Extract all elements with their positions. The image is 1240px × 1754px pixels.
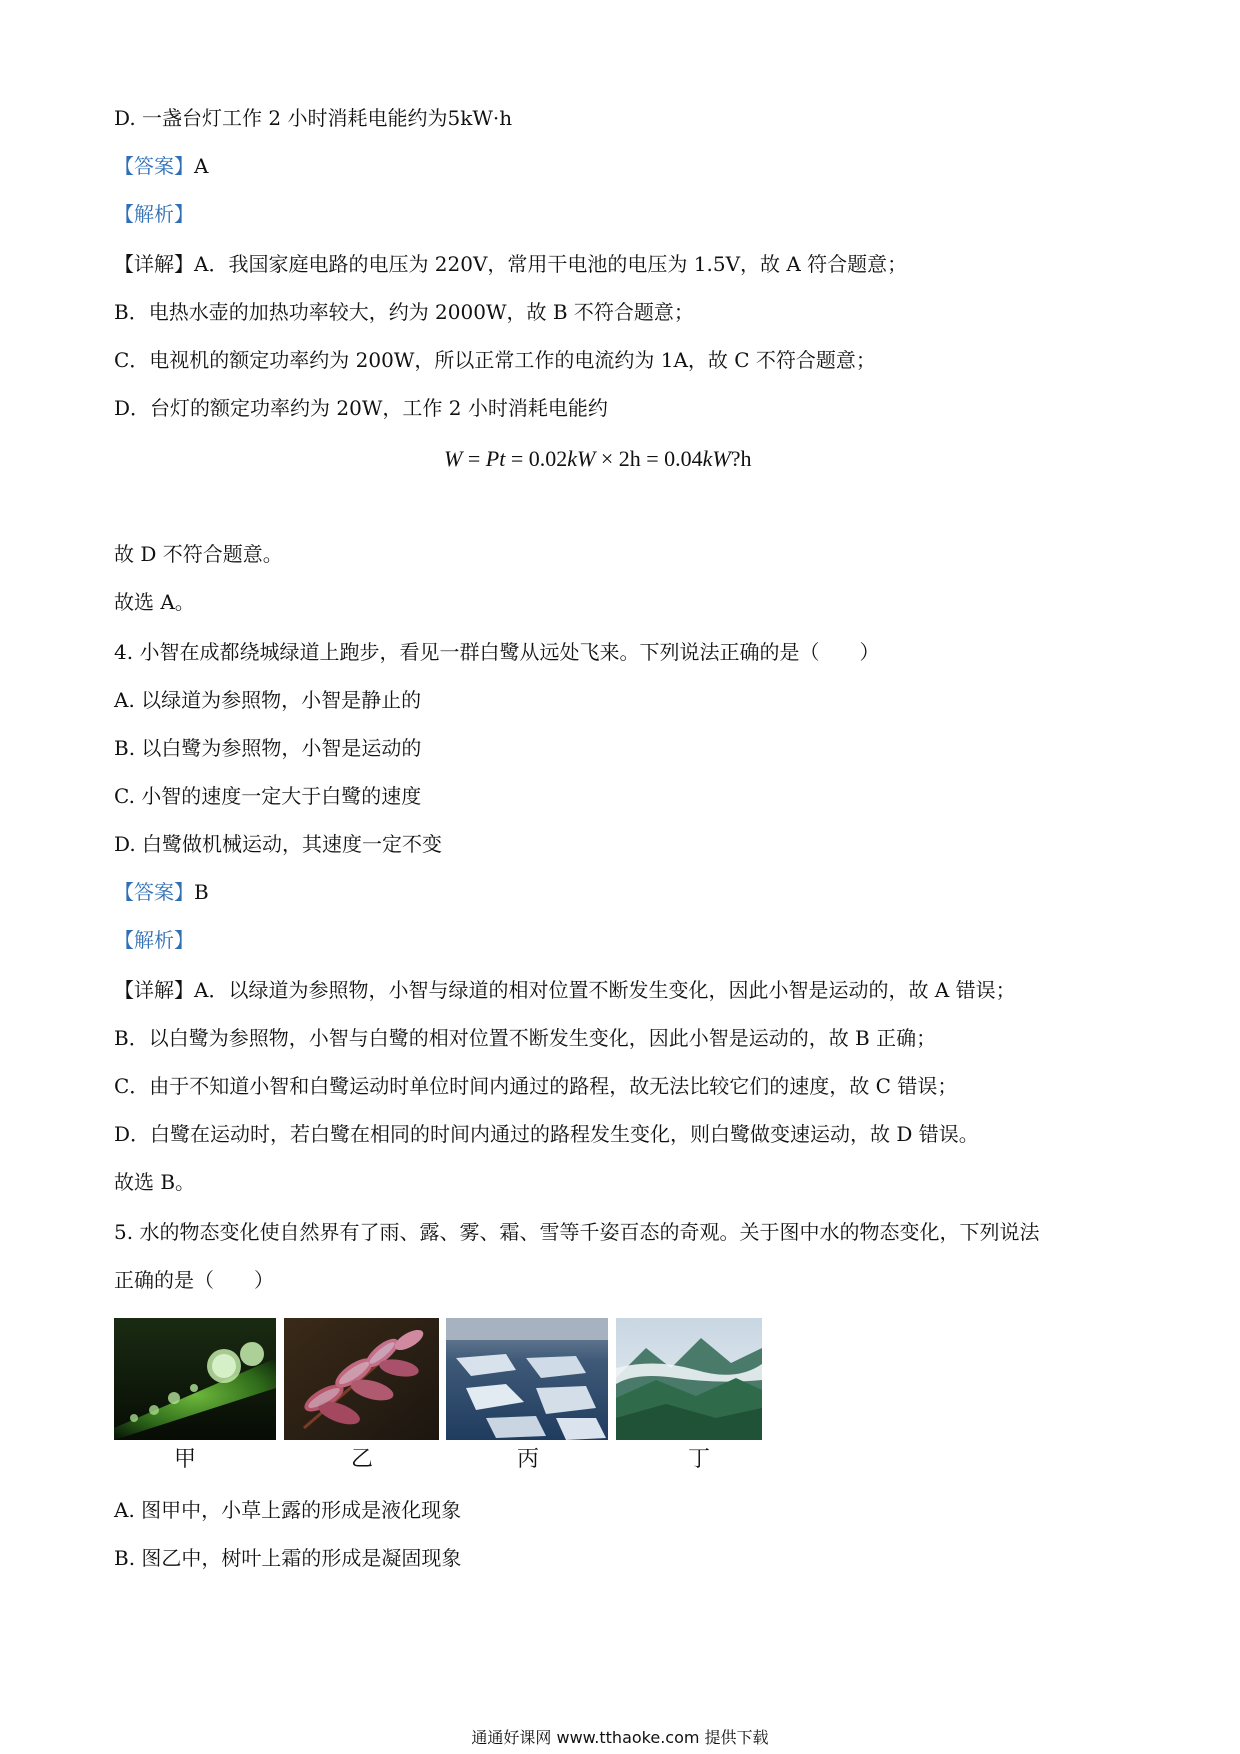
formula-mid: × 2h = 0.04 — [595, 446, 703, 471]
answer-tag: 【答案】 — [114, 154, 194, 178]
conclusion-d: 故 D 不符合题意。 — [114, 542, 283, 566]
explanation-b: B．电热水壶的加热功率较大，约为 2000W，故 B 不符合题意； — [114, 300, 694, 324]
q4-answer-line — [114, 878, 209, 906]
q5-option-a: A. 图甲中，小草上露的形成是液化现象 — [114, 1498, 462, 1522]
q4-explanation-a: 【详解】A．以绿道为参照物，小智与绿道的相对位置不断发生变化，因此小智是运动的，故 A 错误； — [114, 978, 1016, 1002]
formula-w: W — [444, 446, 463, 471]
caption-yi: 乙 — [351, 1447, 374, 1472]
q4-option-c: C. 小智的速度一定大于白鹭的速度 — [114, 784, 422, 808]
q5-option-b: B. 图乙中，树叶上霜的形成是凝固现象 — [114, 1546, 462, 1570]
formula-p: P — [485, 446, 500, 471]
question-5-line2: 正确的是（ ） — [114, 1268, 274, 1292]
question-5-line1: 5. 水的物态变化使自然界有了雨、露、雾、霜、雪等千姿百态的奇观。关于图中水的物态变化，下列说法 — [114, 1220, 1040, 1244]
formula-tail: ?h — [730, 446, 752, 471]
option-d-text: D. 一盏台灯工作 2 小时消耗电能约为5kW·h — [114, 106, 513, 130]
formula-kw1: kW — [567, 446, 596, 471]
analysis-tag: 【解析】 — [114, 202, 194, 226]
explanation-c: C．电视机的额定功率约为 200W，所以正常工作的电流约为 1A，故 C 不符合题意； — [114, 348, 876, 372]
q4-option-b: B. 以白鹭为参照物，小智是运动的 — [114, 736, 422, 760]
explanation-d: D．台灯的额定功率约为 20W，工作 2 小时消耗电能约 — [114, 396, 608, 420]
q4-option-d: D. 白鹭做机械运动，其速度一定不变 — [114, 832, 443, 856]
q4-option-a: A. 以绿道为参照物，小智是静止的 — [114, 688, 422, 712]
caption-bing: 丙 — [517, 1447, 540, 1472]
choose-a: 故选 A。 — [114, 590, 195, 614]
energy-formula — [444, 444, 752, 474]
q4-explanation-b: B．以白鹭为参照物，小智与白鹭的相对位置不断发生变化，因此小智是运动的，故 B 正确； — [114, 1026, 937, 1050]
formula-eq1: = — [462, 446, 486, 471]
frost-on-leaves-image — [284, 1318, 439, 1440]
dew-on-grass-image — [114, 1318, 276, 1440]
q4-explanation-c: C．由于不知道小智和白鹭运动时单位时间内通过的路程，故无法比较它们的速度，故 C 错误； — [114, 1074, 958, 1098]
explanation-a: 【详解】A．我国家庭电路的电压为 220V，常用干电池的电压为 1.5V，故 A 符合题意； — [114, 252, 908, 276]
q4-answer-value: B — [194, 880, 209, 904]
formula-eq2: = 0.02 — [505, 446, 568, 471]
caption-ding: 丁 — [688, 1447, 711, 1472]
ice-on-water-image — [446, 1318, 608, 1440]
question-4: 4. 小智在成都绕城绿道上跑步，看见一群白鹭从远处飞来。下列说法正确的是（ ） — [114, 640, 880, 664]
answer-value: A — [194, 154, 209, 178]
question-5-figures — [114, 1318, 774, 1444]
answer-line — [114, 152, 208, 180]
formula-t: t — [499, 446, 506, 471]
footer-text: 通通好课网 www.tthaoke.com 提供下载 — [471, 1728, 769, 1747]
q4-answer-tag: 【答案】 — [114, 880, 194, 904]
q4-analysis-tag: 【解析】 — [114, 928, 194, 952]
q4-explanation-d: D．白鹭在运动时，若白鹭在相同的时间内通过的路程发生变化，则白鹭做变速运动，故 D 错误。 — [114, 1122, 979, 1146]
formula-kw2: kW — [702, 446, 731, 471]
fog-over-mountains-image — [616, 1318, 762, 1440]
q4-choose-b: 故选 B。 — [114, 1170, 196, 1194]
caption-jia: 甲 — [174, 1447, 197, 1472]
